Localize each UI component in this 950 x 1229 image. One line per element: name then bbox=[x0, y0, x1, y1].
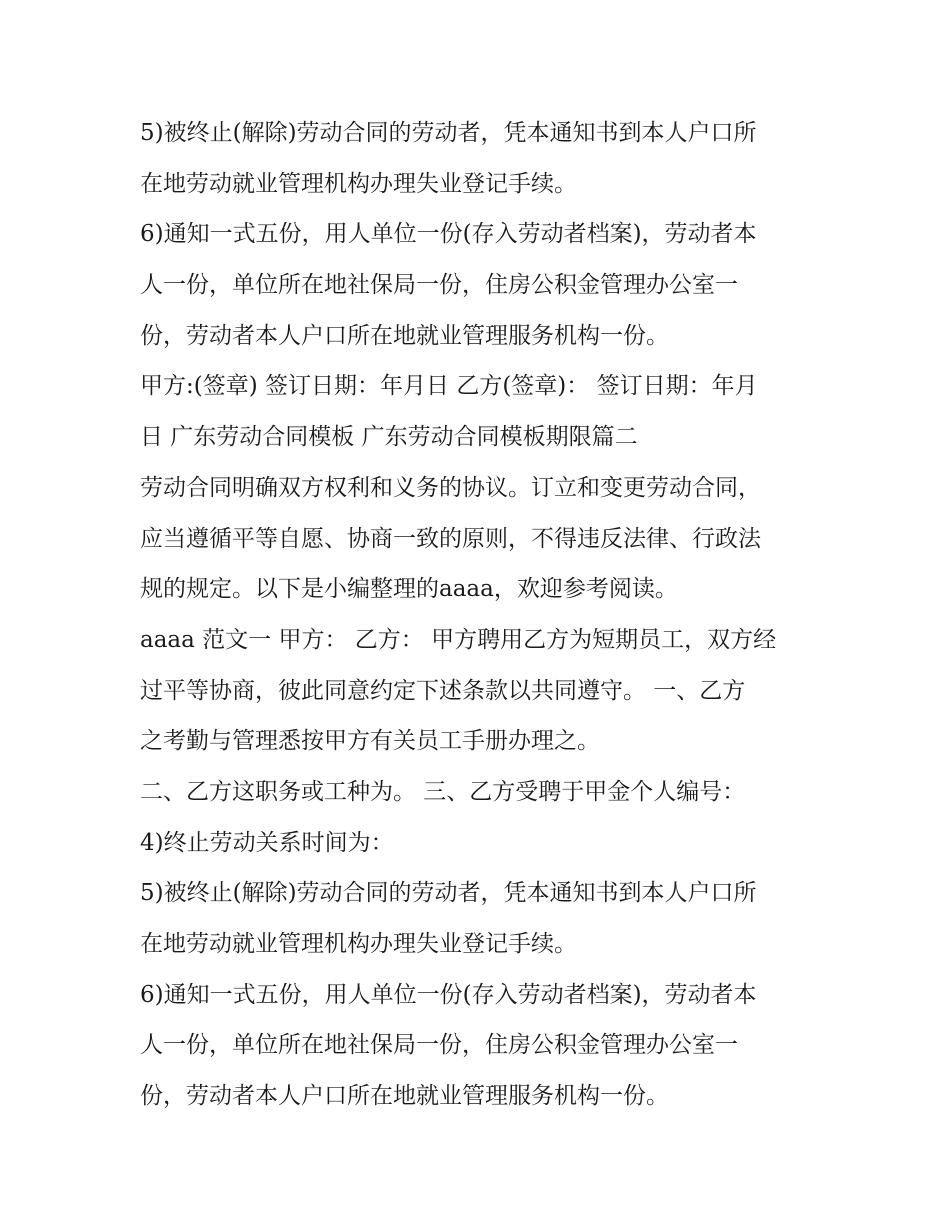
text-line: 甲方:(签章) 签订日期：年月日 乙方(签章)： 签订日期：年月 bbox=[140, 373, 758, 400]
text-line: 劳动合同明确双方权利和义务的协议。订立和变更劳动合同， bbox=[140, 474, 761, 501]
text-line: 5)被终止(解除)劳动合同的劳动者，凭本通知书到本人户口所 bbox=[140, 120, 757, 146]
text-line: 在地劳动就业管理机构办理失业登记手续。 bbox=[140, 170, 577, 197]
text-line: 过平等协商，彼此同意约定下述条款以共同遵守。 一、乙方 bbox=[140, 677, 746, 704]
text-line: aaaa 范文一 甲方： 乙方： 甲方聘用乙方为短期员工，双方经 bbox=[140, 626, 777, 653]
text-line: 之考勤与管理悉按甲方有关员工手册办理之。 bbox=[140, 728, 600, 755]
text-line: 日 广东劳动合同模板 广东劳动合同模板期限篇二 bbox=[140, 424, 638, 451]
text-line: 规的规定。以下是小编整理的aaaa，欢迎参考阅读。 bbox=[140, 576, 678, 603]
text-line: 6)通知一式五份，用人单位一份(存入劳动者档案)，劳动者本 bbox=[140, 981, 757, 1008]
text-line: 人一份，单位所在地社保局一份，住房公积金管理办公室一 bbox=[140, 272, 738, 299]
text-line: 5)被终止(解除)劳动合同的劳动者，凭本通知书到本人户口所 bbox=[140, 880, 757, 907]
text-line: 应当遵循平等自愿、协商一致的原则，不得违反法律、行政法 bbox=[140, 525, 761, 552]
text-line: 4)终止劳动关系时间为： bbox=[140, 829, 394, 856]
text-line: 二、乙方这职务或工种为。 三、乙方受聘于甲金个人编号： bbox=[140, 778, 746, 805]
text-line: 份，劳动者本人户口所在地就业管理服务机构一份。 bbox=[140, 322, 669, 349]
document-body bbox=[140, 108, 820, 1122]
text-line: 人一份，单位所在地社保局一份，住房公积金管理办公室一 bbox=[140, 1032, 738, 1059]
text-line: 6)通知一式五份，用人单位一份(存入劳动者档案)，劳动者本 bbox=[140, 221, 757, 248]
text-line: 份，劳动者本人户口所在地就业管理服务机构一份。 bbox=[140, 1083, 669, 1110]
text-line: 在地劳动就业管理机构办理失业登记手续。 bbox=[140, 931, 577, 957]
